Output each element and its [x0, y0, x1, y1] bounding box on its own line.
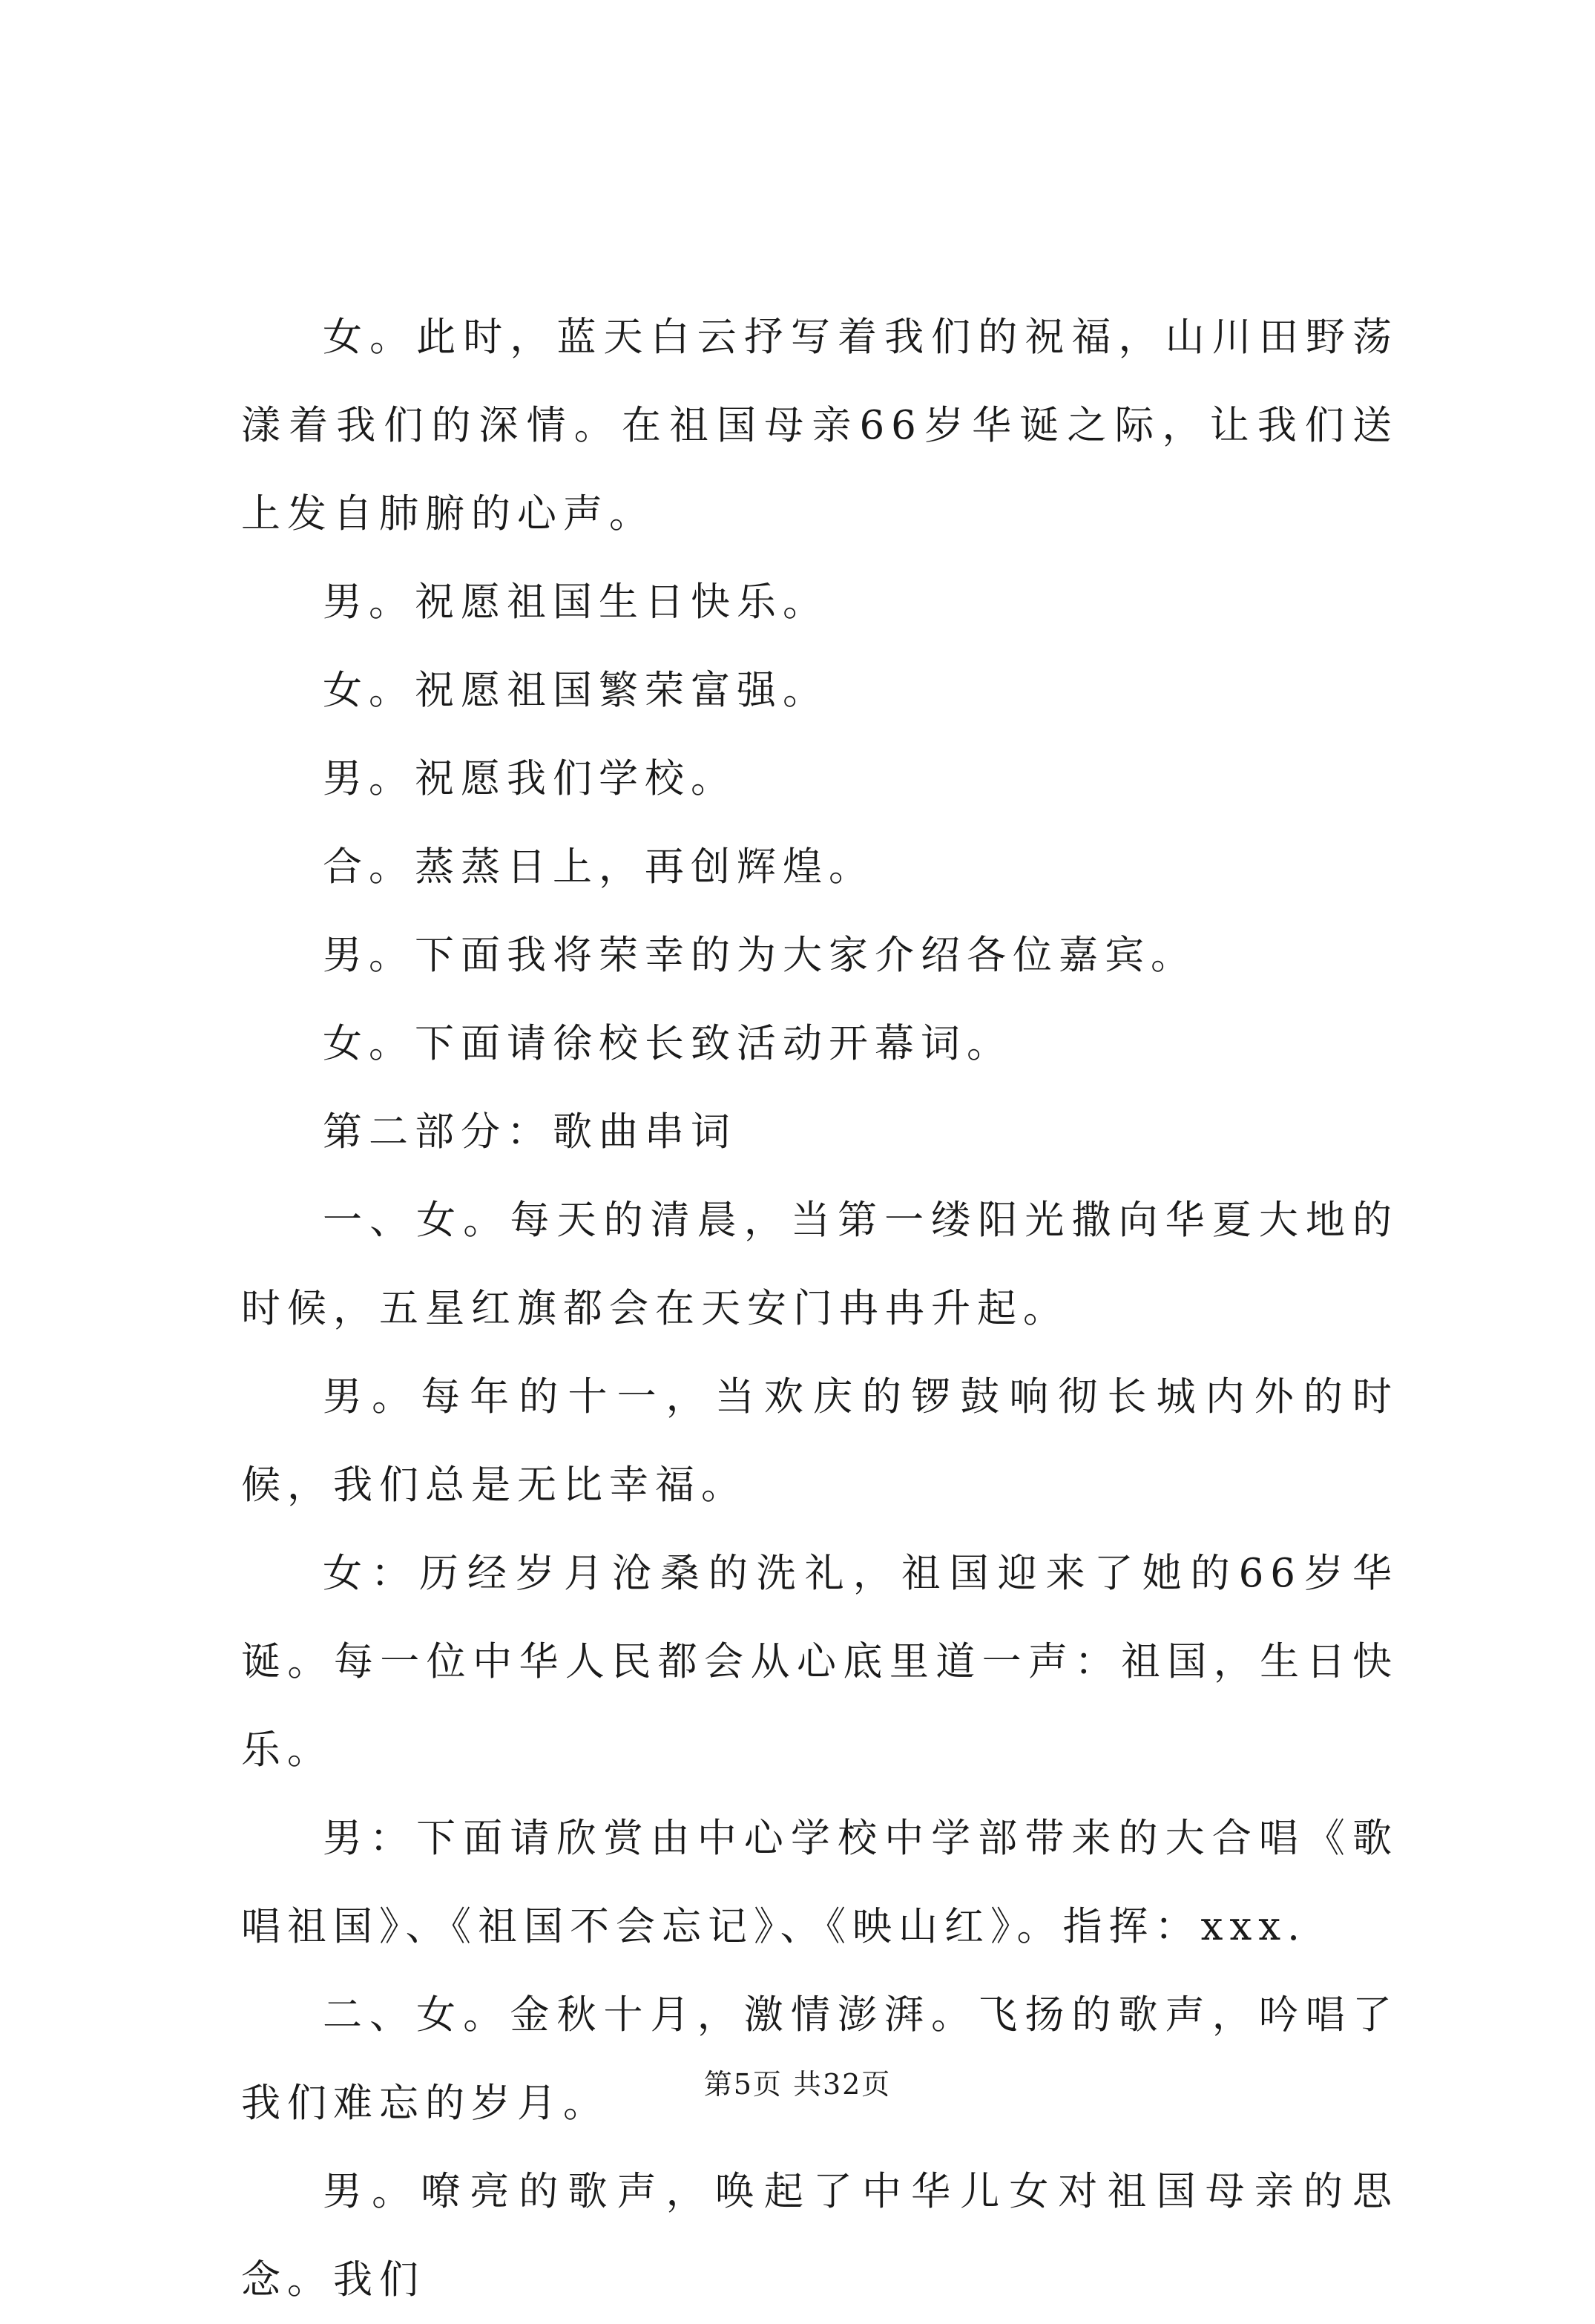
paragraph: 男：下面请欣赏由中心学校中学部带来的大合唱《歌唱祖国》、《祖国不会忘记》、《映山红》。指挥：xxx.	[241, 1816, 1398, 1949]
paragraph: 男。嘹亮的歌声，唤起了中华儿女对祖国母亲的思念。我们	[241, 2169, 1398, 2302]
page-body	[241, 293, 1398, 2324]
paragraph: 男。祝愿祖国生日快乐。	[323, 580, 829, 625]
paragraph: 女。祝愿祖国繁荣富强。	[323, 668, 829, 713]
paragraph: 合。蒸蒸日上，再创辉煌。	[323, 844, 875, 890]
paragraph: 二、女。金秋十月，激情澎湃。飞扬的歌声，吟唱了我们难忘的岁月。	[241, 1992, 1398, 2126]
paragraph: 一、女。每天的清晨，当第一缕阳光撒向华夏大地的时候，五星红旗都会在天安门冉冉升起。	[241, 1198, 1398, 1331]
section-heading: 第二部分：歌曲串词	[323, 1109, 737, 1155]
paragraph: 男。每年的十一，当欢庆的锣鼓响彻长城内外的时候，我们总是无比幸福。	[241, 1374, 1398, 1508]
paragraph: 女。此时，蓝天白云抒写着我们的祝福，山川田野荡漾着我们的深情。在祖国母亲66岁华诞之际，让我们送上发自肺腑的心声。	[241, 315, 1398, 536]
paragraph: 男。祝愿我们学校。	[323, 756, 737, 801]
paragraph: 男。下面我将荣幸的为大家介绍各位嘉宾。	[323, 933, 1197, 978]
page-footer: 第5页 共32页	[703, 2068, 892, 2101]
paragraph: 女：历经岁月沧桑的洗礼，祖国迎来了她的66岁华诞。每一位中华人民都会从心底里道一声：祖国，生日快乐。	[241, 1551, 1398, 1773]
paragraph: 女。下面请徐校长致活动开幕词。	[323, 1021, 1013, 1066]
